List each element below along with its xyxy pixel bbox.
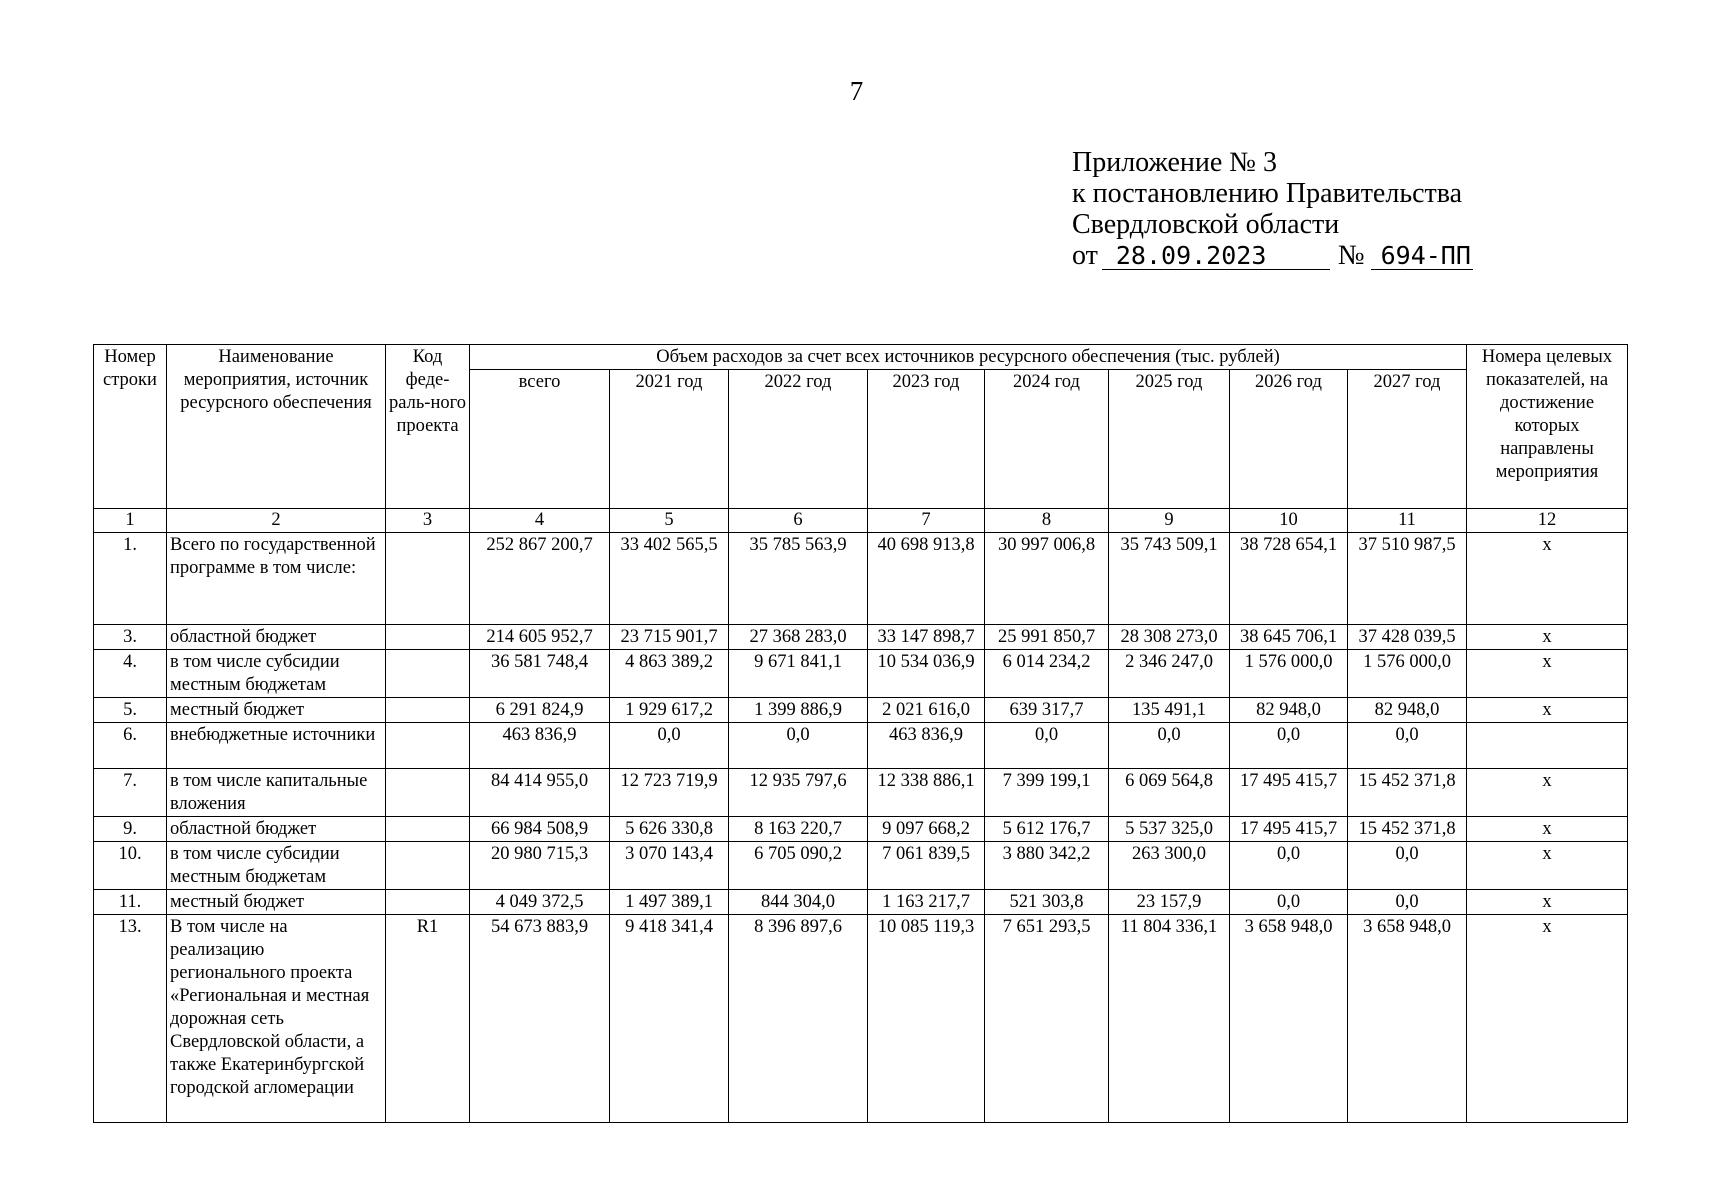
- appendix-date-number-row: [1072, 240, 1473, 271]
- amount-cell: 0,0: [729, 723, 868, 769]
- amount-cell: 12 723 719,9: [610, 769, 729, 817]
- header-total: всего: [470, 370, 610, 509]
- amount-cell: 28 308 273,0: [1109, 625, 1230, 650]
- page-number: 7: [849, 76, 864, 106]
- amount-cell: 1 497 389,1: [610, 890, 729, 915]
- amount-cell: 20 980 715,3: [470, 842, 610, 890]
- amount-cell: 5 626 330,8: [610, 817, 729, 842]
- appendix-region: Свердловской области: [1072, 209, 1340, 240]
- project-code-cell: [386, 817, 470, 842]
- amount-cell: 17 495 415,7: [1230, 769, 1348, 817]
- row-number-cell: 1.: [94, 533, 167, 625]
- amount-cell: 23 157,9: [1109, 890, 1230, 915]
- amount-cell: 0,0: [1348, 723, 1467, 769]
- header-2025: 2025 год: [1109, 370, 1230, 509]
- amount-cell: 82 948,0: [1348, 698, 1467, 723]
- target-cell: х: [1467, 842, 1628, 890]
- amount-cell: 639 317,7: [985, 698, 1109, 723]
- table-row: [94, 625, 1628, 650]
- amount-cell: 10 534 036,9: [868, 650, 985, 698]
- column-number: 8: [985, 509, 1109, 533]
- target-cell: х: [1467, 817, 1628, 842]
- row-name-cell: в том числе капитальные вложения: [167, 769, 386, 817]
- header-targets: Номера целевых показателей, на достижение которых направлены мероприятия: [1467, 345, 1628, 509]
- header-2027: 2027 год: [1348, 370, 1467, 509]
- table-row: [94, 890, 1628, 915]
- column-number: 9: [1109, 509, 1230, 533]
- amount-cell: 5 537 325,0: [1109, 817, 1230, 842]
- amount-cell: 9 097 668,2: [868, 817, 985, 842]
- column-number: 3: [386, 509, 470, 533]
- amount-cell: 15 452 371,8: [1348, 769, 1467, 817]
- column-number: 4: [470, 509, 610, 533]
- target-cell: х: [1467, 915, 1628, 1123]
- table-row: [94, 915, 1628, 1123]
- amount-cell: 17 495 415,7: [1230, 817, 1348, 842]
- header-name: Наименование мероприятия, источник ресурсного обеспечения: [167, 345, 386, 509]
- column-number: 12: [1467, 509, 1628, 533]
- row-number-cell: 4.: [94, 650, 167, 698]
- header-project-code: Код феде-раль-ного проекта: [386, 345, 470, 509]
- amount-cell: 463 836,9: [868, 723, 985, 769]
- amount-cell: 0,0: [1348, 842, 1467, 890]
- amount-cell: 38 728 654,1: [1230, 533, 1348, 625]
- row-number-cell: 6.: [94, 723, 167, 769]
- project-code-cell: [386, 625, 470, 650]
- amount-cell: 5 612 176,7: [985, 817, 1109, 842]
- table-row: [94, 769, 1628, 817]
- target-cell: х: [1467, 769, 1628, 817]
- amount-cell: 0,0: [1109, 723, 1230, 769]
- amount-cell: 27 368 283,0: [729, 625, 868, 650]
- row-number-cell: 3.: [94, 625, 167, 650]
- column-number: 7: [868, 509, 985, 533]
- target-cell: [1467, 723, 1628, 769]
- amount-cell: 35 785 563,9: [729, 533, 868, 625]
- amount-cell: 11 804 336,1: [1109, 915, 1230, 1123]
- project-code-cell: [386, 533, 470, 625]
- amount-cell: 30 997 006,8: [985, 533, 1109, 625]
- column-number: 11: [1348, 509, 1467, 533]
- amount-cell: 9 418 341,4: [610, 915, 729, 1123]
- amount-cell: 3 658 948,0: [1348, 915, 1467, 1123]
- row-name-cell: местный бюджет: [167, 890, 386, 915]
- row-number-cell: 7.: [94, 769, 167, 817]
- amount-cell: 0,0: [1348, 890, 1467, 915]
- amount-cell: 135 491,1: [1109, 698, 1230, 723]
- column-number: 10: [1230, 509, 1348, 533]
- amount-cell: 6 291 824,9: [470, 698, 610, 723]
- table-row: [94, 842, 1628, 890]
- column-number: 2: [167, 509, 386, 533]
- row-name-cell: областной бюджет: [167, 817, 386, 842]
- amount-cell: 12 338 886,1: [868, 769, 985, 817]
- header-2026: 2026 год: [1230, 370, 1348, 509]
- amount-cell: 2 346 247,0: [1109, 650, 1230, 698]
- amount-cell: 0,0: [1230, 842, 1348, 890]
- project-code-cell: R1: [386, 915, 470, 1123]
- row-name-cell: В том числе на реализацию регионального проекта «Региональная и местная дорожная сеть Свердловской области, а также Екатеринбургской городской агломерации: [167, 915, 386, 1123]
- amount-cell: 7 399 199,1: [985, 769, 1109, 817]
- amount-cell: 82 948,0: [1230, 698, 1348, 723]
- header-2023: 2023 год: [868, 370, 985, 509]
- header-volume: Объем расходов за счет всех источников ресурсного обеспечения (тыс. рублей): [470, 345, 1467, 370]
- amount-cell: 10 085 119,3: [868, 915, 985, 1123]
- amount-cell: 214 605 952,7: [470, 625, 610, 650]
- amount-cell: 263 300,0: [1109, 842, 1230, 890]
- appendix-resolution: к постановлению Правительства: [1072, 178, 1463, 209]
- amount-cell: 1 576 000,0: [1348, 650, 1467, 698]
- amount-cell: 33 147 898,7: [868, 625, 985, 650]
- amount-cell: 36 581 748,4: [470, 650, 610, 698]
- amount-cell: 4 863 389,2: [610, 650, 729, 698]
- amount-cell: 15 452 371,8: [1348, 817, 1467, 842]
- target-cell: х: [1467, 650, 1628, 698]
- header-2024: 2024 год: [985, 370, 1109, 509]
- row-number-cell: 13.: [94, 915, 167, 1123]
- amount-cell: 37 510 987,5: [1348, 533, 1467, 625]
- amount-cell: 37 428 039,5: [1348, 625, 1467, 650]
- amount-cell: 252 867 200,7: [470, 533, 610, 625]
- amount-cell: 84 414 955,0: [470, 769, 610, 817]
- amount-cell: 54 673 883,9: [470, 915, 610, 1123]
- amount-cell: 6 014 234,2: [985, 650, 1109, 698]
- amount-cell: 40 698 913,8: [868, 533, 985, 625]
- column-number: 1: [94, 509, 167, 533]
- amount-cell: 66 984 508,9: [470, 817, 610, 842]
- resolution-number: 694-ПП: [1371, 243, 1473, 270]
- amount-cell: 38 645 706,1: [1230, 625, 1348, 650]
- header-2022: 2022 год: [729, 370, 868, 509]
- row-number-cell: 10.: [94, 842, 167, 890]
- amount-cell: 0,0: [1230, 723, 1348, 769]
- amount-cell: 463 836,9: [470, 723, 610, 769]
- row-name-cell: в том числе субсидии местным бюджетам: [167, 842, 386, 890]
- amount-cell: 33 402 565,5: [610, 533, 729, 625]
- column-number-row: [94, 509, 1628, 533]
- table-row: [94, 650, 1628, 698]
- amount-cell: 7 061 839,5: [868, 842, 985, 890]
- amount-cell: 521 303,8: [985, 890, 1109, 915]
- row-name-cell: Всего по государственной программе в том числе:: [167, 533, 386, 625]
- amount-cell: 12 935 797,6: [729, 769, 868, 817]
- target-cell: х: [1467, 890, 1628, 915]
- row-number-cell: 5.: [94, 698, 167, 723]
- amount-cell: 8 163 220,7: [729, 817, 868, 842]
- resolution-date: 28.09.2023: [1102, 243, 1330, 270]
- table-body: [94, 533, 1628, 1123]
- project-code-cell: [386, 842, 470, 890]
- target-cell: х: [1467, 533, 1628, 625]
- project-code-cell: [386, 890, 470, 915]
- amount-cell: 3 070 143,4: [610, 842, 729, 890]
- column-number: 6: [729, 509, 868, 533]
- amount-cell: 6 705 090,2: [729, 842, 868, 890]
- amount-cell: 0,0: [610, 723, 729, 769]
- project-code-cell: [386, 723, 470, 769]
- amount-cell: 25 991 850,7: [985, 625, 1109, 650]
- amount-cell: 1 399 886,9: [729, 698, 868, 723]
- row-number-cell: 9.: [94, 817, 167, 842]
- appendix-header: [1072, 147, 1473, 271]
- row-name-cell: внебюджетные источники: [167, 723, 386, 769]
- table-row: [94, 817, 1628, 842]
- row-number-cell: 11.: [94, 890, 167, 915]
- from-label: от: [1072, 240, 1098, 271]
- table-row: [94, 533, 1628, 625]
- amount-cell: 0,0: [985, 723, 1109, 769]
- amount-cell: 3 880 342,2: [985, 842, 1109, 890]
- number-label: №: [1337, 240, 1365, 271]
- amount-cell: 2 021 616,0: [868, 698, 985, 723]
- amount-cell: 23 715 901,7: [610, 625, 729, 650]
- row-name-cell: областной бюджет: [167, 625, 386, 650]
- column-number: 5: [610, 509, 729, 533]
- amount-cell: 4 049 372,5: [470, 890, 610, 915]
- header-2021: 2021 год: [610, 370, 729, 509]
- table-row: [94, 698, 1628, 723]
- amount-cell: 8 396 897,6: [729, 915, 868, 1123]
- project-code-cell: [386, 698, 470, 723]
- table-row: [94, 723, 1628, 769]
- amount-cell: 3 658 948,0: [1230, 915, 1348, 1123]
- amount-cell: 6 069 564,8: [1109, 769, 1230, 817]
- header-row-number: Номер строки: [94, 345, 167, 509]
- target-cell: х: [1467, 625, 1628, 650]
- amount-cell: 1 929 617,2: [610, 698, 729, 723]
- row-name-cell: в том числе субсидии местным бюджетам: [167, 650, 386, 698]
- project-code-cell: [386, 769, 470, 817]
- amount-cell: 844 304,0: [729, 890, 868, 915]
- amount-cell: 9 671 841,1: [729, 650, 868, 698]
- target-cell: х: [1467, 698, 1628, 723]
- budget-table: [93, 344, 1628, 1123]
- amount-cell: 0,0: [1230, 890, 1348, 915]
- amount-cell: 7 651 293,5: [985, 915, 1109, 1123]
- project-code-cell: [386, 650, 470, 698]
- row-name-cell: местный бюджет: [167, 698, 386, 723]
- appendix-title: Приложение № 3: [1072, 147, 1277, 178]
- amount-cell: 1 163 217,7: [868, 890, 985, 915]
- amount-cell: 1 576 000,0: [1230, 650, 1348, 698]
- amount-cell: 35 743 509,1: [1109, 533, 1230, 625]
